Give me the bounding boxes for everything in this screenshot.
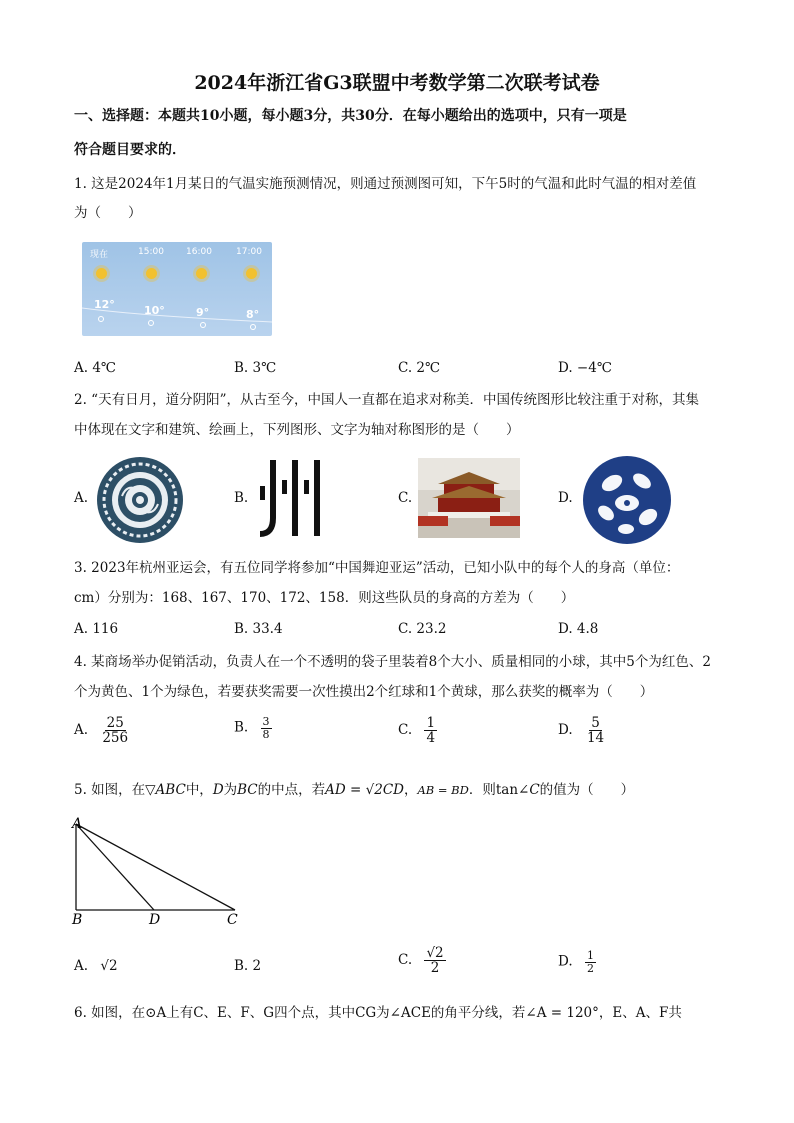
q2-stem-line2: 中体现在文字和建筑、绘画上，下列图形、文字为轴对称图形的是（ ） — [74, 422, 520, 438]
q5-fraction-c — [424, 946, 445, 975]
q5-text: 的中点，若 — [257, 782, 326, 798]
denominator: 256 — [102, 730, 129, 747]
point-b-label: B — [72, 912, 83, 928]
q4-stem-line1: 4. 某商场举办促销活动，负责人在一个不透明的袋子里装着8个大小、质量相同的小球，其中5个为红色、2 — [74, 654, 711, 670]
triangle-diagram — [70, 812, 250, 930]
weather-time-17: 17:00 — [236, 247, 262, 257]
q4-option-d — [558, 716, 606, 745]
q3-option-d: D. 4.8 — [558, 621, 599, 637]
point-c-label: C — [227, 912, 238, 928]
q2-label-c: C. — [398, 490, 413, 506]
q5-angle-c: C — [529, 782, 540, 798]
q5-triangle: ▽ABC — [145, 782, 186, 798]
q3-option-c: C. 23.2 — [398, 621, 447, 637]
q5-text: ， — [403, 782, 418, 798]
floral-pattern-image — [582, 455, 672, 545]
q5-fraction-d — [585, 950, 596, 974]
q5-label-a: A. — [74, 958, 89, 974]
weather-temp-16: 9° — [196, 306, 210, 319]
numerator: 1 — [426, 715, 436, 731]
q5-option-d — [558, 950, 596, 974]
temperature-curve — [82, 242, 272, 336]
q2-label-a: A. — [74, 490, 89, 506]
denominator: 2 — [586, 961, 594, 975]
q5-text: 中， — [185, 782, 213, 798]
q4-fraction-b — [261, 716, 272, 740]
denominator: 14 — [586, 730, 605, 747]
q3-stem-line1: 3. 2023年杭州亚运会，有五位同学将参加“中国舞迎亚运”活动，已知小队中的每个人的身高（单位： — [74, 560, 680, 576]
q1-option-d: D. −4℃ — [558, 360, 612, 376]
q3-stem-line2: cm）分别为：168、167、170、172、158．则这些队员的身高的方差为（ ） — [74, 590, 575, 606]
q5-stem — [74, 780, 634, 800]
q4-option-c — [398, 716, 437, 745]
q5-option-b: B. 2 — [234, 958, 262, 974]
q2-stem-line1: 2. “天有日月，道分阴阳”，从古至今，中国人一直都在追求对称美．中国传统图形比较注重于对称，其集 — [74, 392, 699, 408]
section-heading-line2: 符合题目要求的． — [74, 142, 186, 158]
q2-label-b: B. — [234, 490, 249, 506]
q1-option-a: A. 4℃ — [74, 360, 117, 376]
q5-option-a — [74, 956, 118, 976]
point-d-label: D — [149, 912, 161, 928]
q4-label-a: A. — [74, 722, 89, 739]
q4-fraction-a — [100, 716, 130, 745]
q5-condition-2: AB = BD — [417, 783, 469, 797]
denominator: 2 — [430, 960, 440, 977]
section-heading-line1: 一、选择题：本题共10小题，每小题3分，共30分．在每小题给出的选项中，只有一项是 — [74, 108, 627, 124]
q1-option-b: B. 3℃ — [234, 360, 277, 376]
q5-condition-1: AD = √2CD — [325, 782, 404, 798]
q4-stem-line2: 个为黄色、1个为绿色，若要获奖需要一次性摸出2个红球和1个黄球，那么获奖的概率为（ ） — [74, 684, 654, 700]
q5-option-c — [398, 946, 446, 975]
q1-stem-line1: 1. 这是2024年1月某日的气温实施预测情况，则通过预测图可知，下午5时的气温和此时气温的相对差值 — [74, 176, 697, 192]
q5-text: ．则tan∠ — [468, 782, 530, 798]
q4-option-a — [74, 716, 130, 745]
calligraphy-zhou-image — [256, 458, 328, 540]
palace-building-image — [418, 458, 520, 538]
numerator: √2 — [426, 945, 444, 961]
q3-option-a: A. 116 — [74, 621, 119, 637]
numerator: 25 — [106, 715, 124, 731]
page-title: 2024年浙江省G3联盟中考数学第二次联考试卷 — [194, 72, 600, 94]
numerator: 1 — [586, 949, 594, 962]
q1-stem-line2: 为（ ） — [74, 205, 142, 221]
q5-segment-bc: BC — [237, 782, 258, 798]
q4-option-b — [234, 716, 272, 740]
q5-text: 5. 如图，在 — [74, 782, 146, 798]
weather-time-now: 现在 — [90, 250, 109, 260]
weather-temp-15: 10° — [144, 304, 165, 317]
weather-time-15: 15:00 — [138, 247, 164, 257]
q5-text: 的值为（ ） — [539, 782, 635, 798]
weather-time-16: 16:00 — [186, 247, 212, 257]
q5-text: 为 — [223, 782, 238, 798]
q4-label-d: D. — [558, 722, 573, 739]
weather-temp-17: 8° — [246, 308, 260, 321]
ornamental-disc-image — [96, 456, 184, 544]
weather-forecast-image — [82, 242, 272, 336]
q4-label-c: C. — [398, 722, 413, 739]
q4-fraction-d — [585, 716, 606, 745]
weather-temp-now: 12° — [94, 298, 115, 311]
q1-option-c: C. 2℃ — [398, 360, 441, 376]
q3-option-b: B. 33.4 — [234, 621, 283, 637]
q5-label-c: C. — [398, 952, 413, 969]
q2-label-d: D. — [558, 490, 573, 506]
q5-value-a: √2 — [100, 958, 118, 974]
denominator: 8 — [262, 727, 270, 741]
numerator: 5 — [591, 715, 600, 731]
denominator: 4 — [426, 730, 436, 747]
numerator: 3 — [262, 715, 270, 728]
point-a-label: A — [72, 816, 83, 832]
q6-stem-line1: 6. 如图，在⊙A上有C、E、F、G四个点，其中CG为∠ACE的角平分线，若∠A = 120°，E、A、F共 — [74, 1005, 682, 1021]
q5-point-d: D — [212, 782, 224, 798]
q4-label-b: B. — [234, 719, 249, 736]
q5-label-d: D. — [558, 953, 573, 970]
q4-fraction-c — [424, 716, 437, 745]
